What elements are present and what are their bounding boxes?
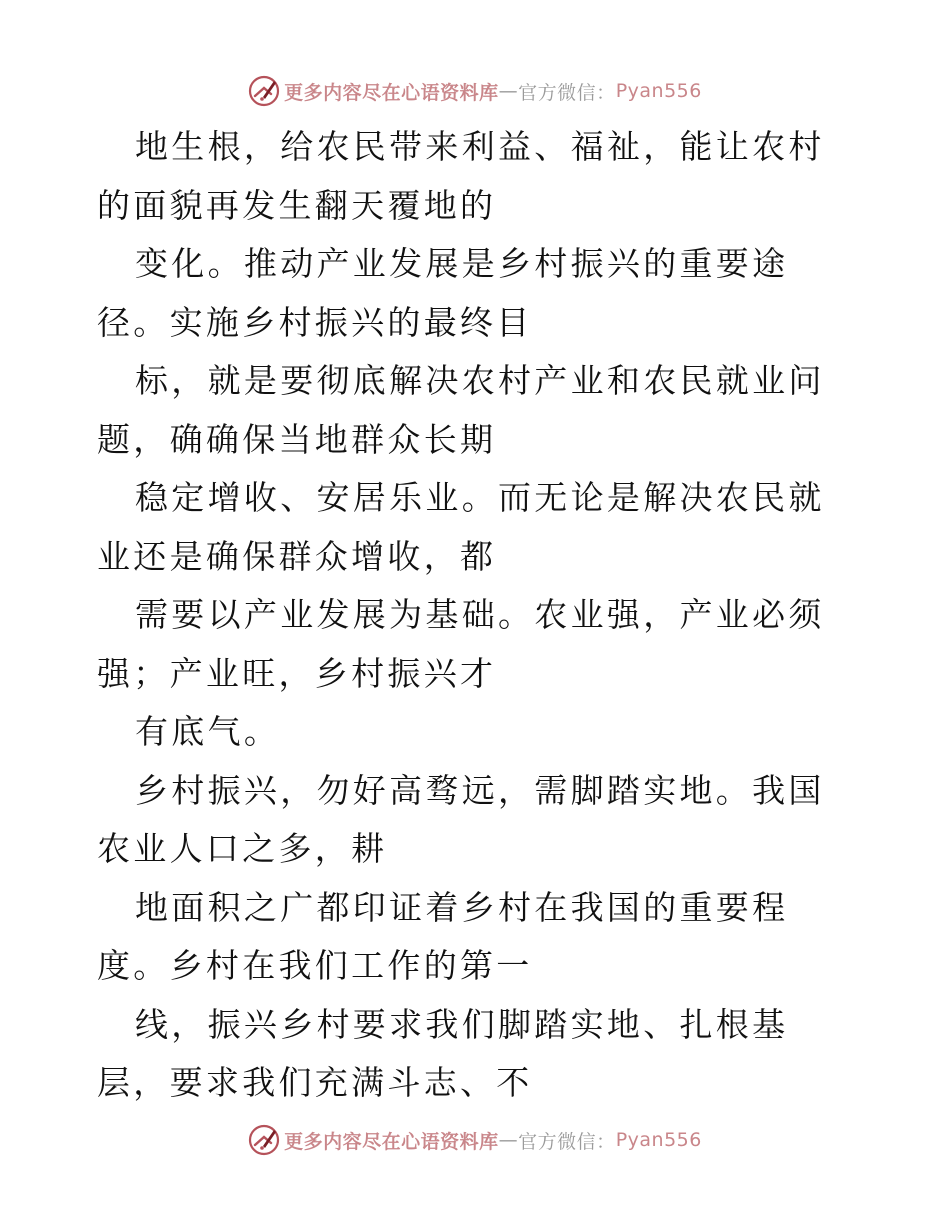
watermark-main-text: 更多内容尽在心语资料库 <box>284 81 499 104</box>
watermark-wechat-label: 官方微信： <box>518 81 616 104</box>
watermark-wechat-id: Pyan556 <box>615 1129 702 1151</box>
paragraph: 需要以产业发展为基础。农业强，产业必须强；产业旺，乡村振兴才 <box>97 595 825 693</box>
paragraph: 有底气。 <box>135 712 281 751</box>
paragraph: 变化。推动产业发展是乡村振兴的重要途径。实施乡村振兴的最终目 <box>97 244 789 342</box>
watermark-dash: — <box>498 1129 519 1151</box>
quill-book-logo-icon <box>248 1124 280 1156</box>
paragraph: 地面积之广都印证着乡村在我国的重要程度。乡村在我们工作的第一 <box>97 887 789 985</box>
header-watermark <box>0 71 950 111</box>
watermark-wechat-id: Pyan556 <box>615 80 702 102</box>
paragraph: 乡村振兴，勿好高骛远，需脚踏实地。我国农业人口之多，耕 <box>97 770 825 868</box>
paragraph: 地生根，给农民带来利益、福祉，能让农村的面貌再发生翻天覆地的 <box>97 127 825 225</box>
paragraph: 稳定增收、安居乐业。而无论是解决农民就业还是确保群众增收，都 <box>97 478 825 576</box>
paragraph: 线，振兴乡村要求我们脚踏实地、扎根基层，要求我们充满斗志、不 <box>97 1004 789 1102</box>
watermark-dash: — <box>498 80 519 102</box>
watermark-main-text: 更多内容尽在心语资料库 <box>284 1130 499 1153</box>
footer-watermark <box>0 1120 950 1160</box>
paragraph: 标，就是要彻底解决农村产业和农民就业问题，确确保当地群众长期 <box>97 361 825 459</box>
watermark-wechat-label: 官方微信： <box>518 1130 616 1153</box>
document-body <box>97 118 857 1113</box>
quill-book-logo-icon <box>248 75 280 107</box>
